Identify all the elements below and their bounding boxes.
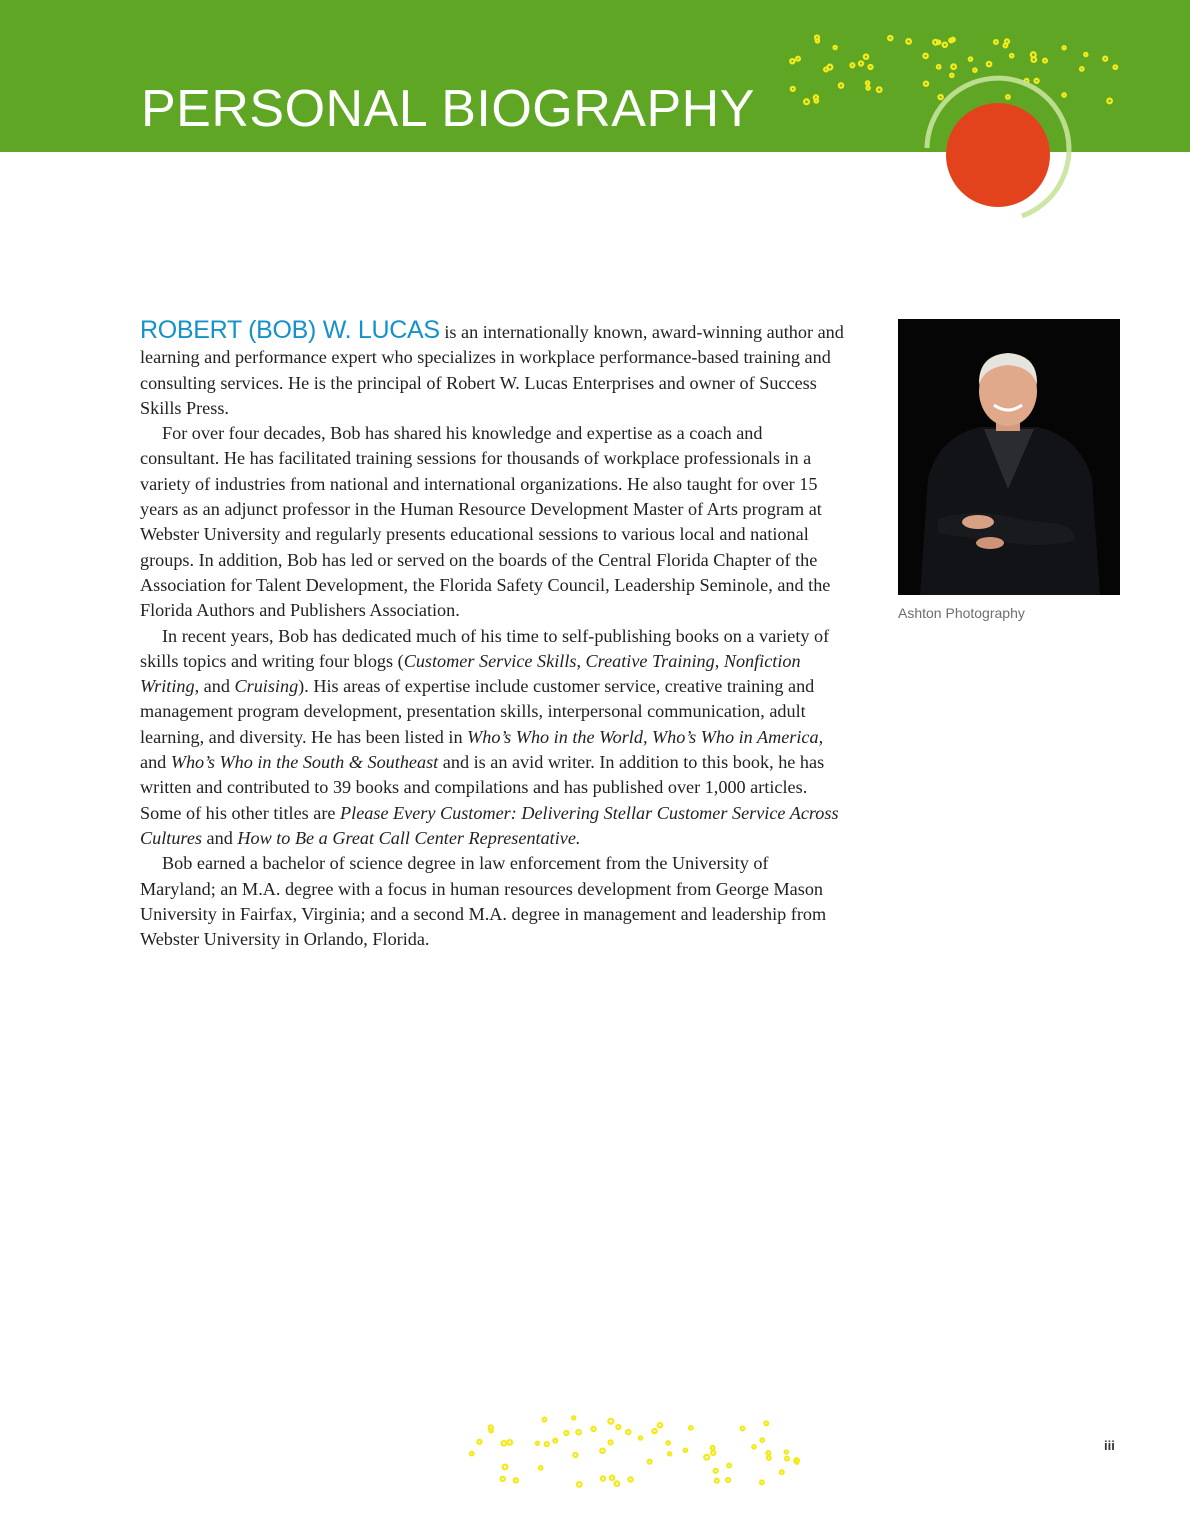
decorative-dot — [764, 1421, 768, 1425]
header-decoration — [0, 0, 1190, 240]
decorative-dot — [615, 1481, 620, 1486]
decorative-dot — [933, 40, 938, 45]
decorative-dot — [514, 1478, 518, 1482]
text-run: and is an avid writer. In addition to this book, he has written and contributed to 39 books and compilations and has published over 1,000 articles. Some of his other titles are — [140, 752, 825, 823]
decorative-dot — [577, 1482, 582, 1487]
text-run: and — [201, 827, 238, 848]
listing-whos-who-south: Who’s Who in the South & Southeast — [170, 752, 439, 773]
decorative-dot — [553, 1439, 557, 1443]
blog-title-cruising: Cruising — [234, 676, 299, 697]
decorative-dot — [539, 1466, 543, 1470]
decorative-dot — [711, 1446, 715, 1450]
decorative-dot — [804, 99, 809, 104]
decorative-dot — [760, 1438, 764, 1442]
decorative-dot — [816, 39, 819, 42]
decorative-dot — [573, 1453, 577, 1457]
text-run: and — [140, 752, 171, 773]
decorative-dot — [866, 86, 869, 89]
decorative-dot — [973, 68, 976, 71]
decorative-dot — [791, 87, 795, 91]
listing-whos-who: Who’s Who in the World, Who’s Who in America, — [467, 726, 824, 747]
decorative-dot — [572, 1416, 575, 1419]
decorative-dot — [704, 1455, 709, 1460]
biography-paragraph-2: For over four decades, Bob has shared his knowledge and expertise as a coach and consultant. He has facilitated training sessions for thousands of workplace professionals in a variety of industries from national and international organizations. He also taught for over 15 years as an adjunct professor in the Human Resource Development Master of Arts program at Webster University and regularly presents educational sessions to various local and national groups. In addition, Bob has led or served on the boards of the Central Florida Chapter of the Association for Talent Development, the Florida Safety Council, Leadership Seminole, and the Florida Authors and Publishers Association. — [140, 423, 831, 621]
decorative-dot — [869, 65, 873, 69]
text-run: ). His areas of expertise include customer service, creative training and management program development, presentation skills, interpersonal communication, adult learning, and diversity. He has been listed in — [140, 676, 815, 747]
text-run: , — [714, 650, 724, 671]
photo-credit: Ashton Photography — [898, 605, 1025, 621]
decorative-dot — [489, 1425, 493, 1429]
biography-paragraph-3 — [140, 624, 846, 852]
decorative-dot — [877, 87, 882, 92]
blog-title-customer-service-skills: Customer Service Skills — [403, 650, 577, 671]
decorative-dot — [923, 54, 927, 58]
decorative-dot — [780, 1470, 784, 1474]
decorative-dot — [834, 46, 837, 49]
text-run: In recent years, Bob has dedicated much of his time to self-publishing books on a variety of skills topics and writing four blogs ( — [140, 625, 830, 671]
decorative-dot — [667, 1441, 670, 1444]
decorative-dot — [767, 1456, 771, 1460]
decorative-dot — [939, 95, 943, 99]
decorative-dot — [994, 40, 998, 44]
decorative-dot — [714, 1469, 718, 1473]
decorative-dot — [489, 1429, 492, 1432]
decorative-dot — [689, 1426, 693, 1430]
decorative-dot — [608, 1419, 613, 1424]
decorative-dot — [652, 1429, 656, 1433]
author-photo — [898, 319, 1120, 595]
decorative-dot — [1107, 99, 1112, 104]
decorative-dot — [626, 1430, 630, 1434]
decorative-dot — [785, 1450, 788, 1453]
decorative-dot — [1103, 57, 1107, 61]
decorative-dot — [850, 63, 854, 67]
decorative-dot — [760, 1481, 764, 1485]
blog-title-nonfiction-writing: Nonfiction Writing — [140, 650, 801, 697]
decorative-dot — [711, 1451, 715, 1455]
decorative-dot — [1043, 59, 1047, 63]
decorative-dot — [658, 1423, 662, 1427]
decorative-dot — [752, 1445, 755, 1448]
decorative-dot — [536, 1442, 539, 1445]
decorative-dot — [470, 1452, 474, 1456]
decorative-dot — [1080, 67, 1084, 71]
decorative-dot — [969, 57, 972, 60]
decorative-dot — [1063, 46, 1066, 49]
decorative-dot — [796, 57, 800, 61]
decorative-dot — [591, 1427, 595, 1431]
decorative-dot — [564, 1431, 568, 1435]
decorative-dot — [616, 1425, 620, 1429]
decorative-dot — [937, 65, 941, 69]
decorative-dot — [950, 74, 953, 77]
author-name: ROBERT (BOB) W. LUCAS — [140, 316, 440, 344]
decorative-dot — [906, 39, 911, 44]
decorative-dot — [609, 1440, 613, 1444]
decorative-dot — [639, 1436, 642, 1439]
decorative-dot — [727, 1464, 731, 1468]
decorative-dot — [1114, 65, 1118, 69]
decorative-dot — [790, 59, 794, 63]
text-run: , — [576, 650, 586, 671]
decorative-dot — [924, 82, 928, 86]
decorative-dot — [1035, 79, 1039, 83]
decorative-dot — [888, 36, 892, 40]
decorative-dot — [1010, 54, 1013, 57]
decorative-dot — [1062, 93, 1065, 96]
decorative-dot — [951, 64, 956, 69]
decorative-dot — [1084, 53, 1087, 56]
decorative-dot — [839, 83, 843, 87]
decorative-dot — [795, 1460, 798, 1463]
decorative-dot — [785, 1457, 789, 1461]
decorative-dot — [629, 1477, 633, 1481]
decorative-dot — [866, 81, 869, 84]
decorative-dot — [543, 1418, 547, 1422]
biography-paragraph-4: Bob earned a bachelor of science degree in law enforcement from the University of Maryland; an M.A. degree with a focus in human resources development from George Mason University in Fairfax, Virginia; and a second M.A. degree in management and leadership from Webster University in Orlando, Florida. — [140, 853, 827, 950]
page-title: PERSONAL BIOGRAPHY — [141, 80, 755, 138]
decorative-dot — [576, 1430, 580, 1434]
decorative-dot — [1004, 44, 1008, 48]
decorative-dot — [815, 99, 819, 103]
decorative-dot — [610, 1476, 614, 1480]
decorative-dot — [668, 1452, 671, 1455]
decorative-dot — [508, 1440, 513, 1445]
decorative-dot — [600, 1449, 604, 1453]
decorative-dot — [648, 1460, 652, 1464]
decorative-dot — [601, 1477, 605, 1481]
decorative-dot — [501, 1477, 505, 1481]
decorative-dot — [1032, 57, 1037, 62]
book-title-call-center: How to Be a Great Call Center Representative. — [237, 827, 581, 848]
decorative-dot — [824, 68, 828, 72]
decorative-dot — [502, 1441, 507, 1446]
biography-paragraph-1 — [140, 318, 846, 421]
decorative-dot — [741, 1427, 745, 1431]
decorative-dot — [859, 61, 863, 65]
text-run: , and — [194, 676, 235, 697]
decorative-dot — [943, 43, 947, 47]
decorative-dot — [726, 1478, 730, 1482]
accent-circle — [946, 103, 1050, 207]
book-title-please-every-customer: Please Every Customer: Delivering Stellar Customer Service Across Cultures — [140, 802, 839, 848]
decorative-dot — [503, 1465, 508, 1470]
decorative-dot — [1006, 95, 1010, 99]
page-number: iii — [1104, 1438, 1115, 1453]
decorative-dot — [766, 1451, 770, 1455]
decorative-dot — [794, 1458, 799, 1463]
footer-dot-pattern — [470, 1416, 799, 1486]
decorative-dot — [715, 1479, 719, 1483]
decorative-dot — [478, 1440, 482, 1444]
decorative-dot — [864, 55, 868, 59]
paragraph-1-text: is an internationally known, award-winning author and learning and performance expert who specializes in workplace performance-based training and consulting services. He is the principal of Robert W. Lucas Enterprises and owner of Success Skills Press. — [140, 322, 844, 418]
biography-body — [140, 318, 846, 952]
blog-title-creative-training: Creative Training — [585, 650, 715, 671]
decorative-dot — [684, 1449, 687, 1452]
decorative-dot — [987, 62, 991, 66]
decorative-dot — [545, 1442, 549, 1446]
